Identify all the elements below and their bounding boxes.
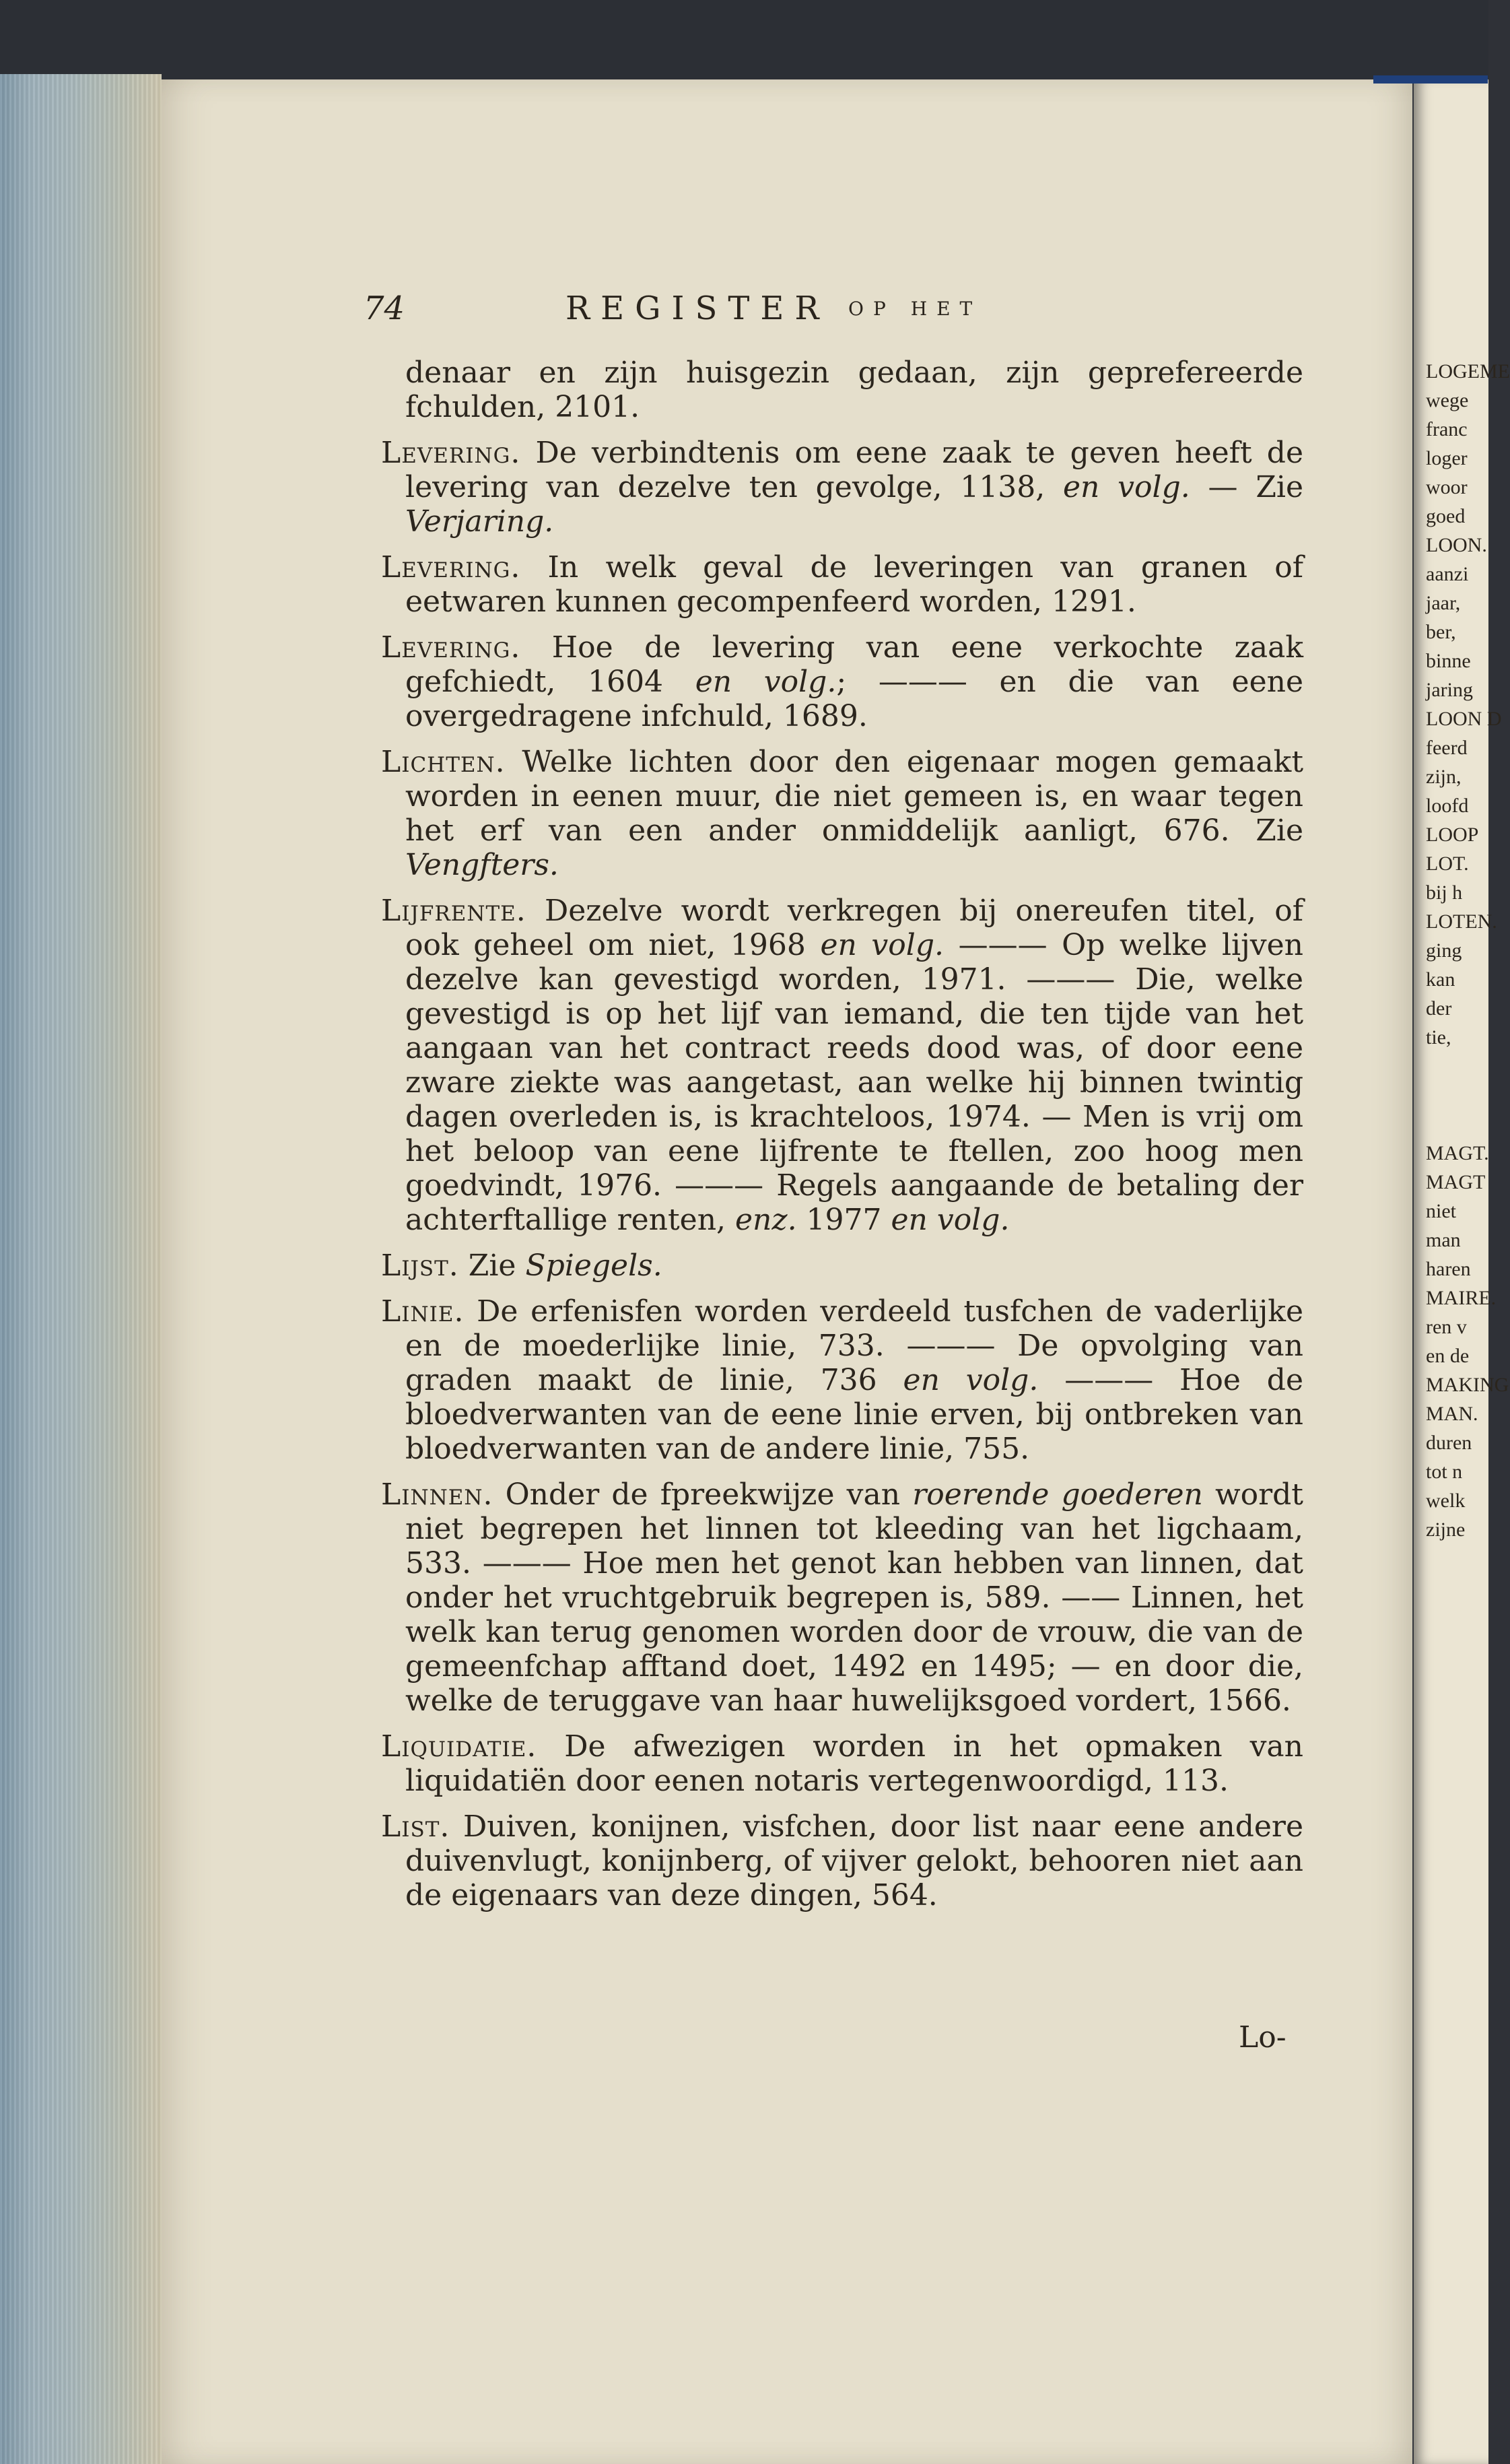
facing-page-fragment	[1426, 1052, 1493, 1081]
entry-keyword: List.	[381, 1809, 450, 1844]
facing-page-fragment: welk	[1426, 1490, 1466, 1512]
facing-page-fragment: en de	[1426, 1345, 1470, 1367]
facing-page-fragment: MAKING	[1426, 1374, 1509, 1396]
register-entry: Lijst. Zie Spiegels.	[381, 1248, 662, 1283]
register-entry: Lijfrente. Dezelve wordt verkregen bij onereufen titel, of ook geheel om niet, 1968 en volg. ——— Op welke lijven dezelve kan gevestigd worden, 1971. ——— Die, welke gevestigd is op het lijf van iemand, die ten tijde van het aangaan van het contract reeds dood was, of door eene zware ziekte was aangetast, aan welke hij binnen twintig dagen overleden is, is krachteloos, 1974. — Men is vrij om het beloop van eene lijfrente te ftellen, zoo hoog men goedvindt, 1976. ——— Regels aangaande de betaling der achterftallige renten, enz. 1977 en volg.	[381, 894, 1303, 1237]
facing-page-fragment: woor	[1426, 476, 1468, 498]
running-head	[364, 290, 1387, 337]
facing-page-fragments	[1426, 357, 1510, 1544]
facing-page-fragment: MAGT.	[1426, 1142, 1489, 1164]
facing-page-fragment: ber,	[1426, 621, 1456, 643]
entry-keyword: Lijst.	[381, 1248, 459, 1283]
facing-page-fragment: MAIRE.	[1426, 1287, 1497, 1309]
catchword: Lo-	[1239, 2020, 1286, 2055]
facing-page-fragment: jaring	[1426, 679, 1473, 701]
entry-keyword: Linie.	[381, 1294, 465, 1329]
running-title: REGISTER	[565, 290, 830, 327]
facing-page-fragment: ging	[1426, 939, 1462, 962]
register-entry: Levering. In welk geval de leveringen van granen of eetwaren kunnen gecompenfeerd worden, 1291.	[381, 550, 1303, 619]
facing-page-fragment: tie,	[1426, 1026, 1451, 1048]
facing-page-fragment: LOGEME	[1426, 360, 1510, 382]
facing-page-fragment: zijne	[1426, 1519, 1466, 1541]
facing-page-fragment: feerd	[1426, 737, 1468, 759]
entry-keyword: Liquidatie.	[381, 1729, 537, 1764]
register-entry: Linie. De erfenisfen worden verdeeld tusfchen de vaderlijke en de moederlijke linie, 733. ——— De opvolging van graden maakt de linie, 736 en volg. ——— Hoe de bloedverwanten van de eene linie erven, bij ontbreken van bloedverwanten van de andere linie, 755.	[381, 1294, 1303, 1466]
register-entry: Levering. Hoe de levering van eene verkochte zaak gefchiedt, 1604 en volg.; ——— en die van eene overgedragene infchuld, 1689.	[381, 630, 1303, 733]
facing-page-fragment: bij h	[1426, 881, 1463, 904]
register-entry: Levering. De verbindtenis om eene zaak te geven heeft de levering van dezelve ten gevolge, 1138, en volg. — Zie Verjaring.	[381, 436, 1304, 539]
page-stack-edge	[0, 74, 162, 2464]
facing-page-fragment: wege	[1426, 389, 1469, 411]
facing-page-fragment: LOTEN.	[1426, 910, 1497, 933]
register-entry: List. Duiven, konijnen, visfchen, door list naar eene andere duivenvlugt, konijnberg, of vijver gelokt, behooren niet aan de eigenaars van deze dingen, 564.	[381, 1809, 1303, 1912]
register-entry: denaar en zijn huisgezin gedaan, zijn geprefereerde fchulden, 2101.	[405, 356, 1303, 424]
entry-keyword: Levering.	[381, 550, 521, 585]
facing-page-fragment: haren	[1426, 1258, 1471, 1280]
entry-keyword: Lijfrente.	[381, 894, 526, 928]
facing-page-fragment: goed	[1426, 505, 1466, 527]
facing-page-fragment: LOT.	[1426, 853, 1469, 875]
facing-page-fragment: aanzi	[1426, 563, 1469, 585]
facing-page-fragment: LOOP	[1426, 824, 1479, 846]
facing-page-fragment: binne	[1426, 650, 1471, 672]
facing-page-fragment: der	[1426, 997, 1452, 1020]
facing-page-fragment: LOON D	[1426, 708, 1502, 730]
facing-page-fragment: MAGT	[1426, 1171, 1486, 1193]
register-entry: Liquidatie. De afwezigen worden in het opmaken van liquidatiën door eenen notaris vertegenwoordigd, 113.	[381, 1729, 1303, 1798]
facing-page-fragment: tot n	[1426, 1461, 1463, 1483]
backdrop	[0, 0, 1488, 81]
facing-page-fragment: jaar,	[1426, 592, 1461, 614]
register-entry: Lichten. Welke lichten door den eigenaar mogen gemaakt worden in eenen muur, die niet gemeen is, en waar tegen het erf van een ander onmiddelijk aanligt, 676. Zie Vengfters.	[381, 745, 1303, 882]
running-title-small: OP HET	[848, 298, 982, 320]
entry-keyword: Levering.	[381, 630, 521, 665]
bookmark-ribbon	[1373, 75, 1488, 84]
entry-keyword: Linnen.	[381, 1477, 493, 1512]
facing-page-fragment: ren v	[1426, 1316, 1467, 1338]
facing-page-fragment: MAN.	[1426, 1403, 1478, 1425]
register-entries	[381, 356, 1303, 1924]
entry-keyword: Levering.	[381, 436, 521, 470]
facing-page-fragment: loger	[1426, 447, 1468, 469]
facing-page-fragment: franc	[1426, 418, 1468, 440]
facing-page-fragment	[1426, 1110, 1493, 1139]
facing-page-fragment: kan	[1426, 968, 1455, 991]
facing-page-fragment: LOON.	[1426, 534, 1487, 556]
facing-page-fragment	[1426, 1081, 1493, 1110]
entry-keyword: Lichten.	[381, 745, 506, 779]
facing-page-fragment: duren	[1426, 1432, 1472, 1454]
facing-page-fragment: man	[1426, 1229, 1461, 1251]
register-entry: Linnen. Onder de fpreekwijze van roerende goederen wordt niet begrepen het linnen tot kleeding van het ligchaam, 533. ——— Hoe men het genot kan hebben van linnen, dat onder het vruchtgebruik begrepen is, 589. —— Linnen, het welk kan terug genomen worden door de vrouw, die van de gemeenfchap afftand doet, 1492 en 1495; — en door die, welke de teruggave van haar huwelijksgoed vordert, 1566.	[381, 1477, 1303, 1718]
page-number: 74	[364, 290, 405, 327]
facing-page-fragment: loofd	[1426, 795, 1469, 817]
facing-page-fragment: zijn,	[1426, 766, 1462, 788]
facing-page-fragment: niet	[1426, 1200, 1456, 1222]
